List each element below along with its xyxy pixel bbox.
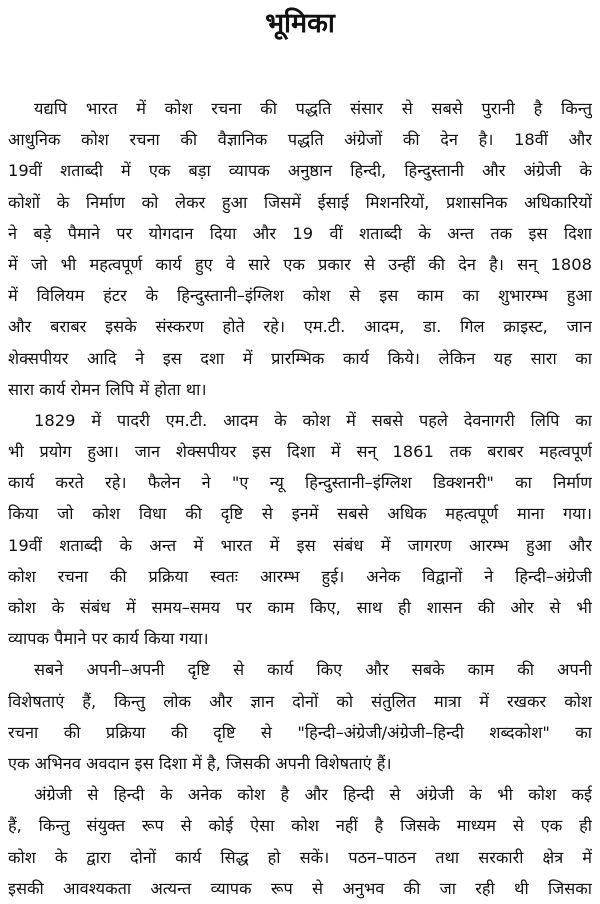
paragraph-4-line-3: कोश के द्वारा दोनों कार्य सिद्ध हो सकें। पठन–पाठन तथा सरकारी क्षेत्र में (8, 847, 592, 867)
paragraph-1-line-9: शेक्सपीयर आदि ने इस दशा में प्रारम्भिक कार्य किये। लेकिन यह सारा का (8, 348, 592, 368)
paragraph-1-line-7: में विलियम हंटर के हिन्दुस्तानी–इंग्लिश कोश से इस काम का शुभारम्भ हुआ (8, 286, 592, 306)
paragraph-2-line-2: भी प्रयोग हुआ। जान शेक्सपीयर इस दिशा में सन् 1861 तक बराबर महत्वपूर्ण (8, 442, 592, 462)
paragraph-2-line-6: कोश रचना की प्रक्रिया स्वतः आरम्भ हुई। अनेक विद्वानों ने हिन्दी–अंग्रेजी (8, 566, 592, 586)
paragraph-2-line-5: 19वीं शताब्दी के अन्त में भारत में इस संबंध में जागरण आरम्भ हुआ और (8, 535, 592, 555)
paragraph-2-line-1: 1829 में पादरी एम.टी. आदम के कोश में सबसे पहले देवनागरी लिपि का (34, 410, 592, 430)
document-body (8, 93, 592, 904)
paragraph-3-line-1: सबने अपनी–अपनी दृष्टि से कार्य किए और सबके काम की अपनी (34, 660, 592, 680)
paragraph-1-line-10: सारा कार्य रोमन लिपि में होता था। (8, 379, 207, 399)
paragraph-1-line-1: यद्यपि भारत में कोश रचना की पद्धति संसार से सबसे पुरानी है किन्तु (34, 99, 592, 118)
paragraph-2-line-8: व्यापक पैमाने पर कार्य किया गया। (8, 629, 209, 649)
paragraph-1-line-6: में जो भी महत्वपूर्ण कार्य हुए वे सारे एक प्रकार से उन्हीं की देन है। सन् 1808 (8, 254, 592, 274)
paragraph-4-line-1: अंग्रेजी से हिन्दी के अनेक कोश है और हिन्दी से अंग्रेजी के भी कोश कई (34, 785, 592, 805)
paragraph-1-line-4: कोशों के निर्माण को लेकर हुआ जिसमें ईसाई मिशनरियों, प्रशासनिक अधिकारियों (8, 192, 592, 212)
paragraph-2-line-3: कार्य करते रहे। फैलेन ने "ए न्यू हिन्दुस्तानी–इंग्लिश डिक्शनरी" का निर्माण (8, 473, 592, 493)
paragraph-4-line-4: इसकी आवश्यकता अत्यन्त व्यापक रूप से अनुभव की जा रही थी जिसका (8, 878, 592, 898)
paragraph-2-line-7: कोश के संबंध में समय–समय पर काम किए, साथ ही शासन की ओर से भी (8, 598, 592, 617)
paragraph-1-line-3: 19वीं शताब्दी में एक बड़ा व्यापक अनुष्ठान हिन्दी, हिन्दुस्तानी और अंग्रेजी के (8, 161, 592, 181)
paragraph-3-line-3: रचना की प्रक्रिया की दृष्टि से "हिन्दी–अंग्रेजी/अंग्रेजी–हिन्दी शब्दकोश" का (8, 722, 592, 742)
paragraph-1-line-8: और बराबर इसके संस्करण होते रहे। एम.टी. आदम, डा. गिल क्राइस्ट, जान (8, 317, 592, 337)
paragraph-1-line-5: ने बड़े पैमाने पर योगदान दिया और 19 वीं शताब्दी के अन्त तक इस दिशा (8, 223, 592, 243)
paragraph-1-line-2: आधुनिक कोश रचना की वैज्ञानिक पद्धति अंग्रेजों की देन है। 18वीं और (8, 130, 592, 150)
page-title: भूमिका (265, 8, 335, 39)
paragraph-4-line-2: हैं, किन्तु संयुक्त रूप से कोई ऐसा कोश नहीं है जिसके माध्यम से एक ही (8, 816, 592, 836)
paragraph-3-line-4: एक अभिनव अवदान इस दिशा में है, जिसकी अपनी विशेषताएं हैं। (8, 753, 392, 773)
paragraph-3-line-2: विशेषताएं हैं, किन्तु लोक और ज्ञान दोनों को संतुलित मात्रा में रखकर कोश (8, 691, 592, 711)
paragraph-2-line-4: किया जो कोश विधा की दृष्टि से इनमें सबसे अधिक महत्वपूर्ण माना गया। (8, 504, 592, 524)
